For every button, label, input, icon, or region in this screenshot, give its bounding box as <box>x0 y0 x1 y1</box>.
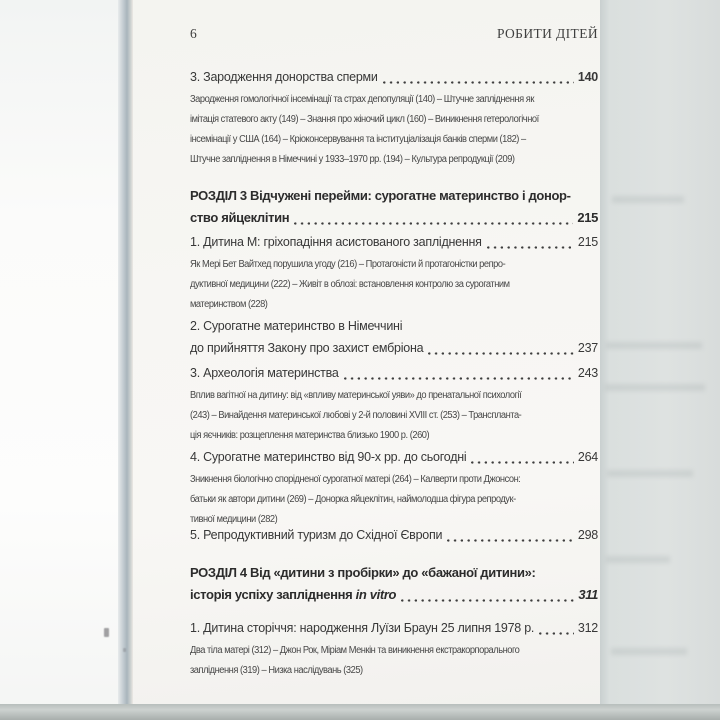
page-bottom-edge <box>0 704 720 720</box>
toc-entry-annotation-line: ція яєчників: розщеплення материнства близько 1900 р. (260) <box>190 430 430 441</box>
page-showthrough-artifact <box>611 648 687 655</box>
chapter-heading-line <box>190 584 598 606</box>
toc-entry-label: 1. Дитина сторіччя: народження Луїзи Браун 25 липня 1978 р. <box>190 621 535 635</box>
toc-entry <box>190 67 598 170</box>
toc-page-number: 298 <box>577 528 598 542</box>
chapter-heading-line: РОЗДІЛ 4 Від «дитини з пробірки» до «бажаної дитини»: <box>190 565 536 580</box>
toc-entry-line <box>190 363 598 384</box>
photo-speck-artifact <box>123 648 126 652</box>
toc-chapter-heading <box>190 185 598 229</box>
toc-entry <box>190 232 598 315</box>
dot-leader <box>445 525 576 546</box>
toc-page-number: 215 <box>577 210 598 225</box>
toc-entry-label: 1. Дитина М: гріхопадіння асистованого запліднення <box>190 235 482 249</box>
toc-entry-annotation-line: Зародження гомологічної інсемінації та страх депопуляції (140) – Штучне запліднення як <box>190 94 534 105</box>
photo-speck-artifact <box>104 628 109 637</box>
toc-entry-annotation-line: інсемінації у США (164) – Кріоконсервування та інституціалізація банків сперми (182) – <box>190 134 526 145</box>
page-showthrough-artifact <box>607 470 693 477</box>
toc-entry-annotation-line: тивної медицини (282) <box>190 514 278 525</box>
dot-leader <box>426 337 576 359</box>
dot-leader <box>292 207 575 229</box>
page-header <box>190 26 598 42</box>
toc-page-number: 311 <box>578 587 598 602</box>
page-showthrough-artifact <box>605 384 705 391</box>
toc-entry-label: 3. Археологія материнства <box>190 366 339 380</box>
toc-entry <box>190 618 598 681</box>
toc-entry-line <box>190 67 598 88</box>
toc-entry-annotation-line: батьки як автори дитини (269) – Донорка яйцеклітин, наймолодша фігура репродук- <box>190 494 516 505</box>
dot-leader <box>381 67 576 88</box>
dot-leader <box>537 618 576 639</box>
toc-page-number: 312 <box>577 621 598 635</box>
toc-chapter-heading <box>190 562 598 606</box>
toc-entry-annotation-line: дуктивної медицини (222) – Живіт в облозі: встановлення контролю за сурогатним <box>190 279 510 290</box>
toc-entry-annotation-line: материнством (228) <box>190 299 268 310</box>
toc-page-number: 264 <box>577 450 598 464</box>
toc-entry-annotation-line: Два тіла матері (312) – Джон Рок, Міріам Менкін та виникнення екстракорпорального <box>190 645 520 656</box>
page-spine-edge <box>118 0 133 708</box>
page-showthrough-artifact <box>606 342 702 349</box>
toc-entry <box>190 363 598 446</box>
dot-leader <box>399 584 576 606</box>
toc-entry-annotation-line: запліднення (319) – Низка наслідувань (325) <box>190 665 363 676</box>
folio-page-number: 6 <box>190 26 198 41</box>
toc-page-number: 243 <box>577 366 598 380</box>
chapter-heading-text: ство яйцеклітин <box>190 210 290 225</box>
backdrop-right <box>600 0 720 708</box>
toc-entry-label: 2. Сурогатне материнство в Німеччині <box>190 319 403 333</box>
toc-entry <box>190 315 598 359</box>
toc-entry-label: до прийняття Закону про захист ембріона <box>190 341 424 355</box>
toc-entry <box>190 525 598 546</box>
toc-page-number: 140 <box>577 70 598 84</box>
toc-entry-line <box>190 337 598 359</box>
toc-entry-annotation-line: Штучне запліднення в Німеччині у 1933–1970 рр. (194) – Культура репродукції (209) <box>190 154 515 165</box>
toc-entry-label: 4. Сурогатне материнство від 90-х рр. до сьогодні <box>190 450 467 464</box>
toc-entry-annotation-line: (243) – Винайдення материнської любові у 2-й половині XVIII ст. (253) – Транспланта- <box>190 410 522 421</box>
toc-page-number: 237 <box>577 341 598 355</box>
toc-entry-annotation-line: імітація статевого акту (149) – Знання про жіночий цикл (160) – Виникнення гетерологічної <box>190 114 539 125</box>
toc-page-number: 215 <box>577 235 598 249</box>
dot-leader <box>469 447 575 468</box>
toc-entry-line <box>190 447 598 468</box>
toc-entry <box>190 447 598 530</box>
backdrop-left <box>0 0 118 720</box>
toc-entry-label: 5. Репродуктивний туризм до Східної Європи <box>190 528 443 542</box>
toc-entry-annotation-line: Як Мері Бет Вайтхед порушила угоду (216) – Протагоністи й протагоністки репро- <box>190 259 506 270</box>
chapter-heading-line: РОЗДІЛ 3 Відчужені перейми: сурогатне материнство і донор- <box>190 188 571 203</box>
chapter-heading-text: історія успіху запліднення <box>190 587 356 602</box>
running-title: РОБИТИ ДІТЕЙ <box>496 26 598 41</box>
toc-content <box>190 0 598 708</box>
chapter-heading-line <box>190 207 598 229</box>
toc-entry-annotation-line: Зникнення біологічно спорідненої сурогатної матері (264) – Калверти проти Джонсон: <box>190 474 521 485</box>
toc-entry-line <box>190 618 598 639</box>
toc-entry-annotation-line: Вплив вагітної на дитину: від «впливу материнської уяви» до пренатальної психології <box>190 390 522 401</box>
dot-leader <box>485 232 576 253</box>
toc-entry-label: 3. Зародження донорства сперми <box>190 70 378 84</box>
chapter-heading-italic-text: in vitro <box>355 587 397 602</box>
toc-entry-line <box>190 525 598 546</box>
dot-leader <box>342 363 576 384</box>
toc-entry-line <box>190 232 598 253</box>
page-showthrough-artifact <box>606 556 670 563</box>
page-showthrough-artifact <box>612 196 684 203</box>
